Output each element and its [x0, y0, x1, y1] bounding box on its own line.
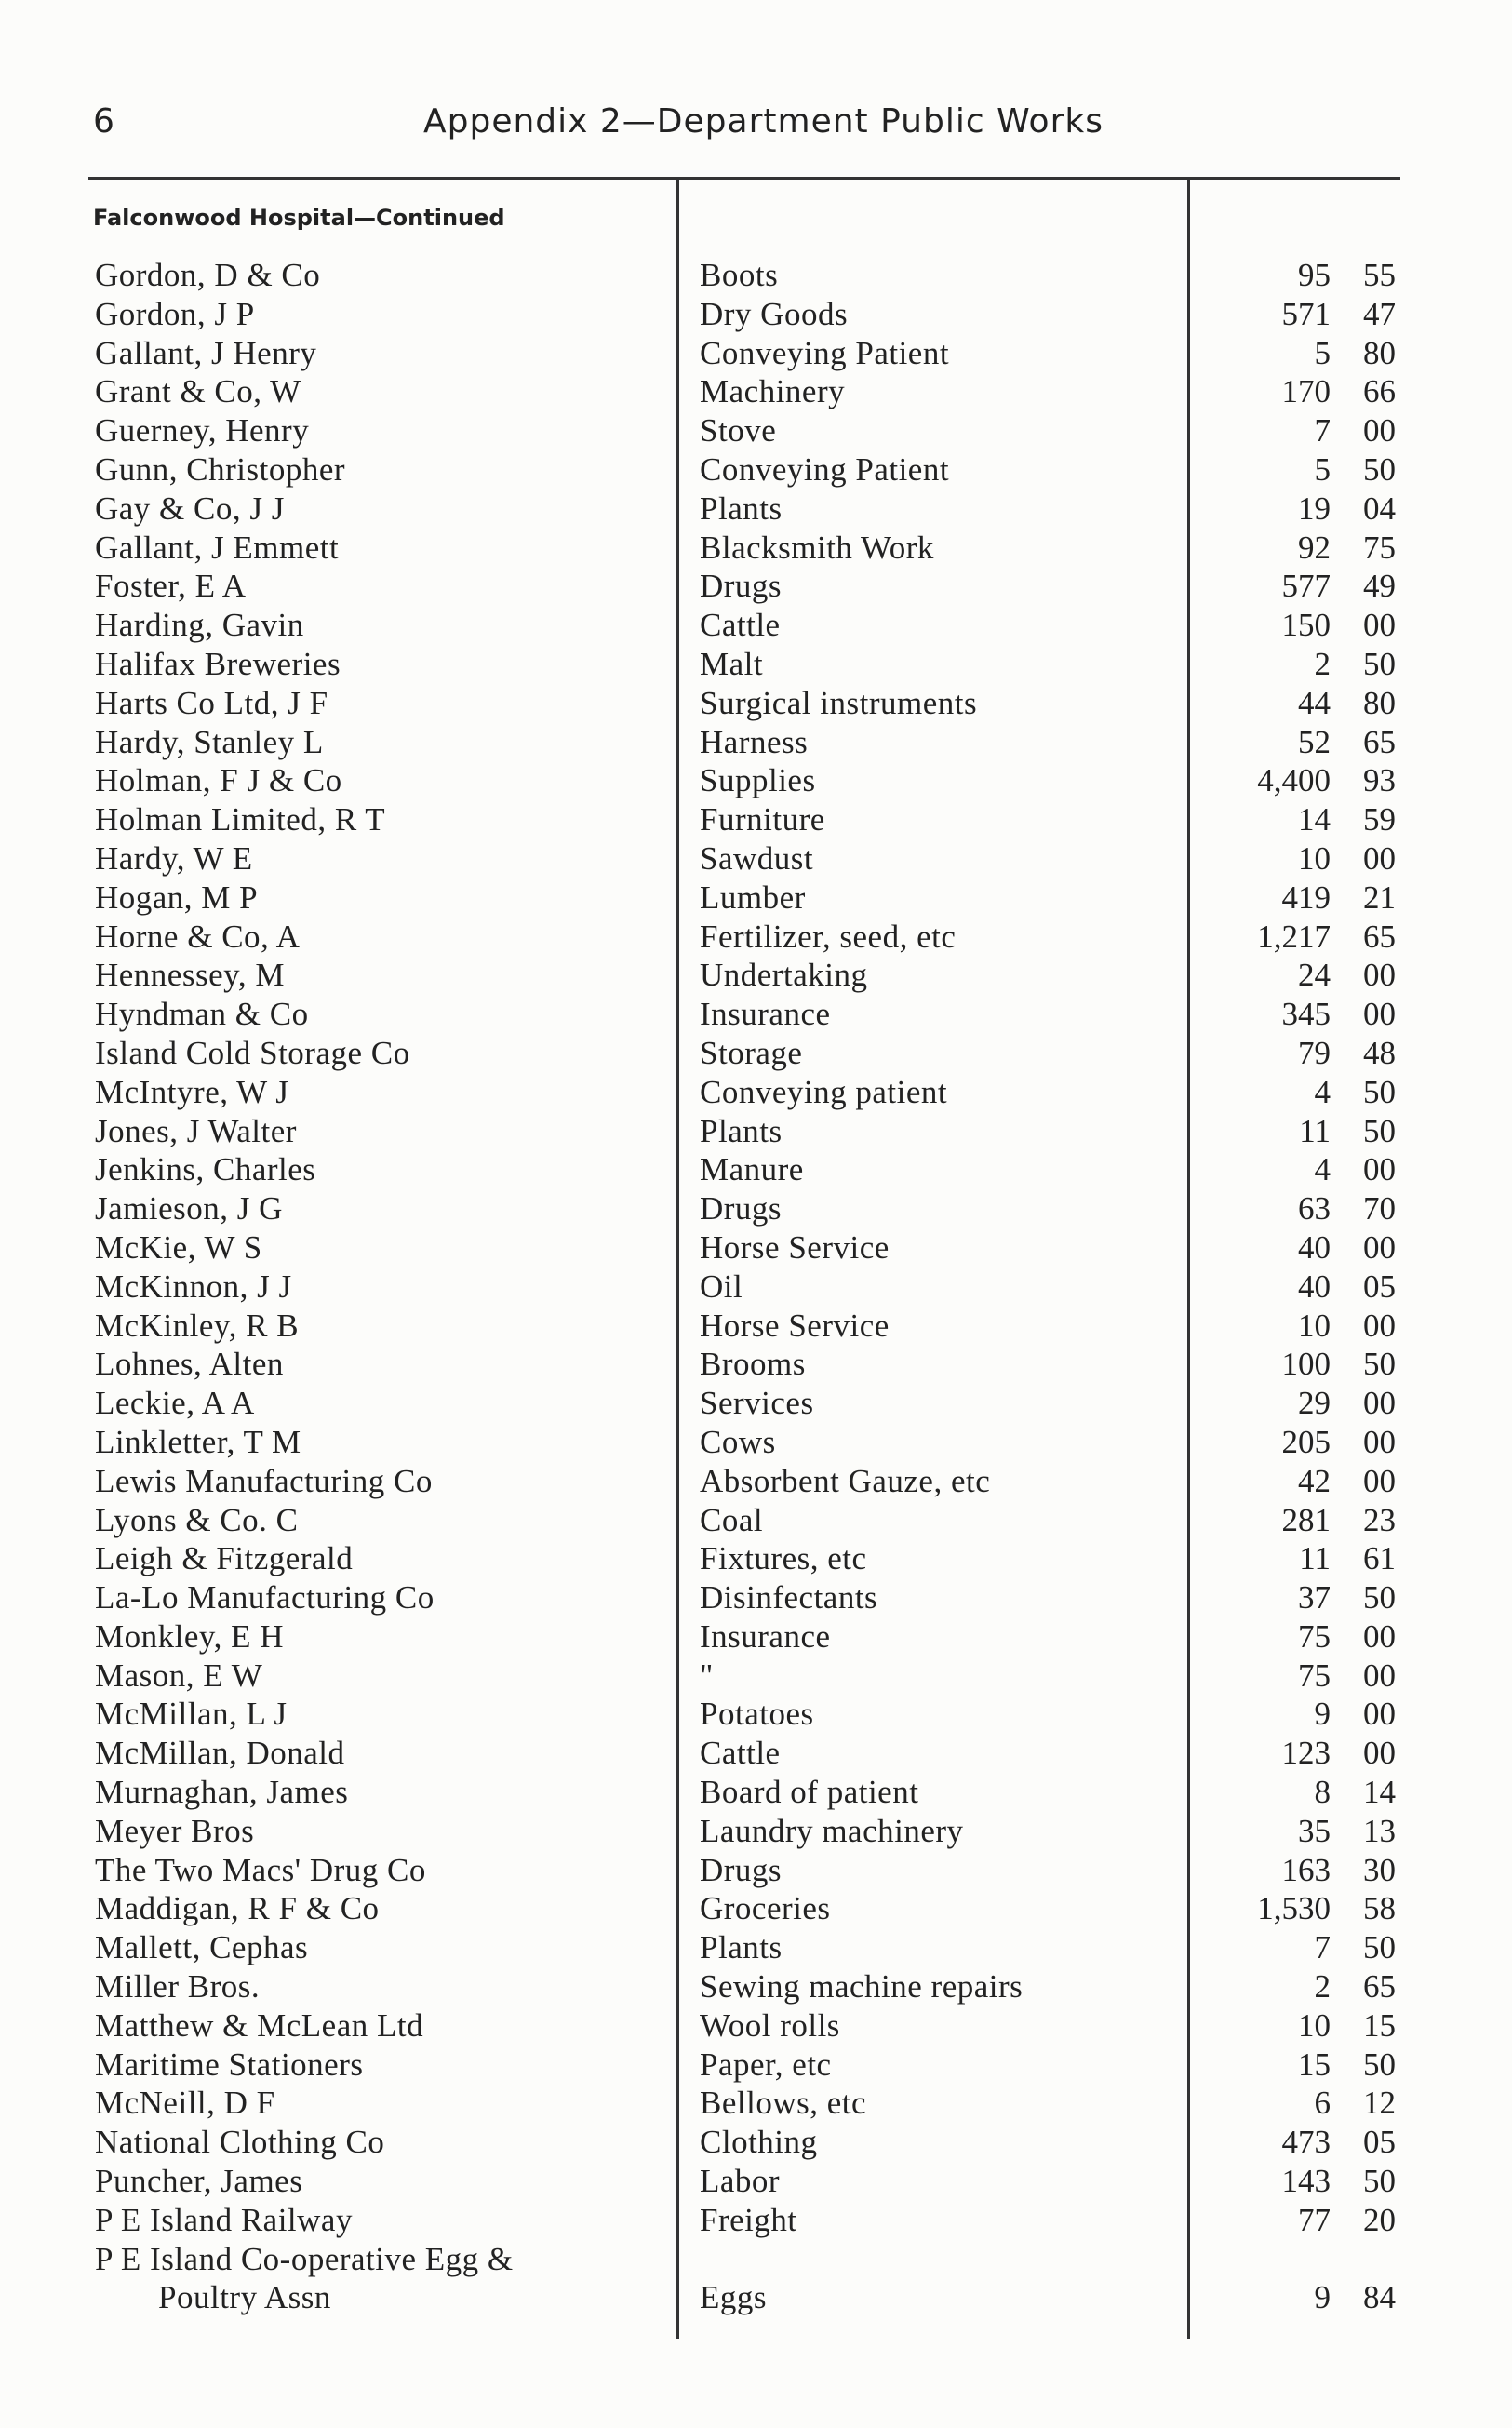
table-row [0, 1308, 1512, 1347]
amount-dollars: 577 [1281, 568, 1331, 605]
table-row [0, 2046, 1512, 2086]
item-description: Conveying Patient [700, 334, 950, 371]
amount-cents: 50 [1363, 1073, 1396, 1110]
item-description: Plants [700, 490, 783, 527]
amount-dollars: 35 [1298, 1812, 1331, 1849]
table-row [0, 1502, 1512, 1541]
amount-dollars: 2 [1314, 645, 1331, 682]
table-row [0, 1929, 1512, 1968]
amount-cents: 00 [1363, 957, 1396, 994]
item-description: Furniture [700, 801, 825, 838]
amount-cents: 00 [1363, 1228, 1396, 1266]
amount-dollars: 19 [1298, 490, 1331, 527]
amount-dollars: 345 [1281, 996, 1331, 1033]
payee-name: Mallett, Cephas [95, 1929, 309, 1966]
item-description: Dry Goods [700, 295, 849, 332]
payee-name: Lohnes, Alten [95, 1346, 284, 1383]
item-description: Lumber [700, 879, 806, 916]
amount-cents: 66 [1363, 373, 1396, 410]
amount-dollars: 419 [1281, 879, 1331, 916]
amount-cents: 00 [1363, 607, 1396, 644]
table-row [0, 1813, 1512, 1852]
amount-cents: 00 [1363, 1307, 1396, 1344]
amount-dollars: 75 [1298, 1657, 1331, 1694]
header-rule [88, 177, 1400, 180]
amount-dollars: 6 [1314, 2085, 1331, 2122]
payee-name: McKinnon, J J [95, 1268, 292, 1305]
table-row [0, 957, 1512, 996]
table-row [0, 2163, 1512, 2202]
payee-name: Harding, Gavin [95, 607, 304, 644]
amount-dollars: 5 [1314, 450, 1331, 488]
payee-name: P E Island Railway [95, 2201, 353, 2238]
amount-cents: 00 [1363, 412, 1396, 449]
amount-cents: 55 [1363, 257, 1396, 293]
amount-dollars: 170 [1281, 373, 1331, 410]
table-row [0, 646, 1512, 685]
table-row [0, 1424, 1512, 1463]
payee-name: Hyndman & Co [95, 996, 309, 1033]
table-row [0, 1657, 1512, 1697]
amount-cents: 80 [1363, 334, 1396, 371]
table-row [0, 996, 1512, 1035]
payee-name: Halifax Breweries [95, 645, 341, 682]
table-row [0, 840, 1512, 879]
item-description: Conveying patient [700, 1073, 948, 1110]
payee-name: Jamieson, J G [95, 1190, 283, 1227]
table-row [0, 1074, 1512, 1113]
payee-name: Foster, E A [95, 568, 247, 605]
amount-cents: 50 [1363, 1346, 1396, 1383]
payee-name: Gordon, J P [95, 295, 255, 332]
amount-cents: 65 [1363, 723, 1396, 760]
table-row [0, 1346, 1512, 1385]
table-row [0, 1735, 1512, 1774]
payee-name: The Two Macs' Drug Co [95, 1851, 426, 1888]
amount-dollars: 42 [1298, 1462, 1331, 1499]
item-description: Machinery [700, 373, 846, 410]
payee-name: Jones, J Walter [95, 1112, 297, 1149]
item-description: Groceries [700, 1890, 831, 1927]
amount-cents: 48 [1363, 1034, 1396, 1071]
amount-cents: 20 [1363, 2201, 1396, 2238]
payee-name: McMillan, Donald [95, 1735, 345, 1772]
payee-name: Leigh & Fitzgerald [95, 1540, 354, 1577]
item-description: Sawdust [700, 839, 814, 877]
page-title: Appendix 2—Department Public Works [423, 102, 1104, 141]
item-description: Absorbent Gauze, etc [700, 1462, 991, 1499]
table-row [0, 1696, 1512, 1735]
table-row [0, 1463, 1512, 1502]
item-description: Insurance [700, 996, 831, 1033]
payee-name: Maritime Stationers [95, 2046, 364, 2083]
amount-dollars: 7 [1314, 1929, 1331, 1966]
amount-cents: 00 [1363, 1462, 1396, 1499]
payee-name: McNeill, D F [95, 2085, 275, 2122]
table-row [0, 1035, 1512, 1074]
amount-dollars: 163 [1281, 1851, 1331, 1888]
item-description: Services [700, 1385, 814, 1422]
page-number: 6 [93, 102, 114, 141]
amount-dollars: 1,217 [1257, 918, 1331, 955]
amount-cents: 05 [1363, 1268, 1396, 1305]
amount-dollars: 571 [1281, 295, 1331, 332]
section-title: Falconwood Hospital—Continued [93, 205, 505, 231]
item-description: Fertilizer, seed, etc [700, 918, 957, 955]
table-row [0, 490, 1512, 530]
table-row [0, 568, 1512, 607]
table-row [0, 2007, 1512, 2046]
payee-name: Guerney, Henry [95, 412, 310, 449]
payee-name: Poultry Assn [158, 2279, 331, 2316]
payee-name: McMillan, L J [95, 1696, 288, 1733]
amount-dollars: 7 [1314, 412, 1331, 449]
amount-cents: 23 [1363, 1501, 1396, 1538]
item-description: Manure [700, 1151, 804, 1188]
amount-cents: 47 [1363, 295, 1396, 332]
item-description: Storage [700, 1034, 803, 1071]
item-description: Harness [700, 723, 809, 760]
amount-cents: 50 [1363, 1112, 1396, 1149]
table-row [0, 801, 1512, 840]
item-description: Horse Service [700, 1228, 890, 1266]
payee-name: P E Island Co-operative Egg & [95, 2240, 514, 2277]
amount-dollars: 92 [1298, 529, 1331, 566]
payee-name: Gordon, D & Co [95, 257, 321, 293]
item-description: Paper, etc [700, 2046, 832, 2083]
item-description: Blacksmith Work [700, 529, 934, 566]
payee-name: Island Cold Storage Co [95, 1034, 410, 1071]
payee-name: Mason, E W [95, 1657, 263, 1694]
amount-cents: 93 [1363, 762, 1396, 799]
amount-dollars: 150 [1281, 607, 1331, 644]
amount-cents: 05 [1363, 2124, 1396, 2161]
payee-name: Lewis Manufacturing Co [95, 1462, 433, 1499]
item-description: Insurance [700, 1617, 831, 1655]
table-row [0, 1151, 1512, 1190]
payee-name: La-Lo Manufacturing Co [95, 1579, 435, 1616]
payee-name: Murnaghan, James [95, 1774, 349, 1811]
payee-name: Monkley, E H [95, 1617, 285, 1655]
amount-cents: 00 [1363, 1735, 1396, 1772]
amount-cents: 65 [1363, 1968, 1396, 2005]
amount-cents: 00 [1363, 1657, 1396, 1694]
payee-name: Holman, F J & Co [95, 762, 342, 799]
item-description: Sewing machine repairs [700, 1968, 1024, 2005]
amount-dollars: 8 [1314, 1774, 1331, 1811]
payee-name: Linkletter, T M [95, 1423, 301, 1460]
payee-name: Harts Co Ltd, J F [95, 684, 328, 721]
item-description: Clothing [700, 2124, 818, 2161]
amount-cents: 14 [1363, 1774, 1396, 1811]
amount-dollars: 15 [1298, 2046, 1331, 2083]
amount-cents: 50 [1363, 1579, 1396, 1616]
table-row [0, 607, 1512, 646]
table-row [0, 879, 1512, 919]
amount-dollars: 4 [1314, 1073, 1331, 1110]
amount-dollars: 75 [1298, 1617, 1331, 1655]
item-description: Plants [700, 1112, 783, 1149]
amount-dollars: 1,530 [1257, 1890, 1331, 1927]
amount-cents: 50 [1363, 2046, 1396, 2083]
table-row [0, 1618, 1512, 1657]
item-description: Wool rolls [700, 2006, 840, 2044]
table-row [0, 1774, 1512, 1813]
amount-cents: 58 [1363, 1890, 1396, 1927]
item-description: Potatoes [700, 1696, 814, 1733]
payee-name: National Clothing Co [95, 2124, 385, 2161]
amount-dollars: 44 [1298, 684, 1331, 721]
item-description: Undertaking [700, 957, 868, 994]
table-row [0, 724, 1512, 763]
table-row [0, 1268, 1512, 1308]
item-description: Board of patient [700, 1774, 919, 1811]
amount-cents: 80 [1363, 684, 1396, 721]
amount-dollars: 5 [1314, 334, 1331, 371]
item-description: Coal [700, 1501, 764, 1538]
ledger-table [0, 257, 1512, 2318]
amount-cents: 50 [1363, 645, 1396, 682]
payee-name: Jenkins, Charles [95, 1151, 316, 1188]
amount-dollars: 52 [1298, 723, 1331, 760]
table-row [0, 373, 1512, 412]
amount-cents: 15 [1363, 2006, 1396, 2044]
item-description: Oil [700, 1268, 743, 1305]
payee-name: Miller Bros. [95, 1968, 261, 2005]
amount-dollars: 100 [1281, 1346, 1331, 1383]
item-description: Stove [700, 412, 777, 449]
payee-name: Holman Limited, R T [95, 801, 386, 838]
item-description: Cattle [700, 1735, 781, 1772]
amount-dollars: 14 [1298, 801, 1331, 838]
item-description: Laundry machinery [700, 1812, 964, 1849]
amount-dollars: 40 [1298, 1268, 1331, 1305]
item-description: Conveying Patient [700, 450, 950, 488]
payee-name: Gay & Co, J J [95, 490, 285, 527]
table-row [0, 1890, 1512, 1929]
amount-dollars: 29 [1298, 1385, 1331, 1422]
table-row [0, 1852, 1512, 1891]
payee-name: Hardy, Stanley L [95, 723, 324, 760]
amount-cents: 00 [1363, 1423, 1396, 1460]
item-description: Boots [700, 257, 779, 293]
amount-cents: 00 [1363, 1617, 1396, 1655]
payee-name: Horne & Co, A [95, 918, 301, 955]
payee-name: Hogan, M P [95, 879, 259, 916]
item-description: Horse Service [700, 1307, 890, 1344]
table-row [0, 1190, 1512, 1229]
amount-dollars: 9 [1314, 1696, 1331, 1733]
item-description: Freight [700, 2201, 797, 2238]
table-row [0, 257, 1512, 296]
item-description: Disinfectants [700, 1579, 878, 1616]
item-description: Fixtures, etc [700, 1540, 867, 1577]
page-header [0, 102, 1512, 158]
item-description: Brooms [700, 1346, 806, 1383]
amount-dollars: 79 [1298, 1034, 1331, 1071]
amount-cents: 12 [1363, 2085, 1396, 2122]
table-row [0, 335, 1512, 374]
item-description: Supplies [700, 762, 816, 799]
item-description: Drugs [700, 568, 783, 605]
amount-cents: 00 [1363, 1385, 1396, 1422]
amount-cents: 49 [1363, 568, 1396, 605]
amount-dollars: 4 [1314, 1151, 1331, 1188]
payee-name: McKinley, R B [95, 1307, 300, 1344]
payee-name: Meyer Bros [95, 1812, 255, 1849]
amount-dollars: 281 [1281, 1501, 1331, 1538]
table-row [0, 919, 1512, 958]
amount-dollars: 9 [1314, 2279, 1331, 2316]
table-row [0, 1229, 1512, 1268]
amount-dollars: 10 [1298, 839, 1331, 877]
table-row [0, 2241, 1512, 2280]
item-description: Plants [700, 1929, 783, 1966]
item-description: Cows [700, 1423, 776, 1460]
item-description: Malt [700, 645, 764, 682]
payee-name: Puncher, James [95, 2163, 303, 2200]
item-description: Cattle [700, 607, 781, 644]
item-description: Labor [700, 2163, 781, 2200]
table-row [0, 1579, 1512, 1618]
amount-cents: 50 [1363, 2163, 1396, 2200]
amount-dollars: 10 [1298, 2006, 1331, 2044]
payee-name: Leckie, A A [95, 1385, 255, 1422]
table-row [0, 1968, 1512, 2007]
amount-dollars: 2 [1314, 1968, 1331, 2005]
item-description: Eggs [700, 2279, 767, 2316]
amount-cents: 61 [1363, 1540, 1396, 1577]
payee-name: Gallant, J Emmett [95, 529, 340, 566]
table-row [0, 412, 1512, 451]
amount-dollars: 4,400 [1257, 762, 1331, 799]
amount-cents: 75 [1363, 529, 1396, 566]
amount-dollars: 95 [1298, 257, 1331, 293]
payee-name: McKie, W S [95, 1228, 262, 1266]
amount-dollars: 37 [1298, 1579, 1331, 1616]
item-description: Drugs [700, 1190, 783, 1227]
amount-cents: 00 [1363, 996, 1396, 1033]
amount-dollars: 143 [1281, 2163, 1331, 2200]
amount-dollars: 77 [1298, 2201, 1331, 2238]
payee-name: Hardy, W E [95, 839, 253, 877]
payee-name: McIntyre, W J [95, 1073, 289, 1110]
table-row [0, 1113, 1512, 1152]
amount-dollars: 63 [1298, 1190, 1331, 1227]
item-description: Bellows, etc [700, 2085, 867, 2122]
payee-name: Maddigan, R F & Co [95, 1890, 380, 1927]
amount-cents: 70 [1363, 1190, 1396, 1227]
amount-dollars: 473 [1281, 2124, 1331, 2161]
amount-cents: 50 [1363, 1929, 1396, 1966]
payee-name: Gallant, J Henry [95, 334, 317, 371]
table-row [0, 685, 1512, 724]
amount-cents: 21 [1363, 879, 1396, 916]
amount-dollars: 11 [1299, 1112, 1331, 1149]
item-description: Surgical instruments [700, 684, 978, 721]
table-row [0, 530, 1512, 569]
table-row [0, 2202, 1512, 2241]
amount-cents: 84 [1363, 2279, 1396, 2316]
amount-cents: 00 [1363, 1696, 1396, 1733]
table-row [0, 1385, 1512, 1424]
amount-cents: 59 [1363, 801, 1396, 838]
table-row [0, 1540, 1512, 1579]
payee-name: Grant & Co, W [95, 373, 301, 410]
table-row [0, 2085, 1512, 2124]
table-row [0, 451, 1512, 490]
amount-dollars: 205 [1281, 1423, 1331, 1460]
amount-cents: 50 [1363, 450, 1396, 488]
amount-dollars: 40 [1298, 1228, 1331, 1266]
amount-dollars: 24 [1298, 957, 1331, 994]
table-row [0, 762, 1512, 801]
table-row [0, 2279, 1512, 2318]
item-description: Drugs [700, 1851, 783, 1888]
item-description: " [700, 1657, 714, 1694]
amount-cents: 65 [1363, 918, 1396, 955]
amount-cents: 30 [1363, 1851, 1396, 1888]
amount-cents: 00 [1363, 839, 1396, 877]
amount-cents: 04 [1363, 490, 1396, 527]
payee-name: Matthew & McLean Ltd [95, 2006, 424, 2044]
amount-dollars: 11 [1299, 1540, 1331, 1577]
amount-dollars: 123 [1281, 1735, 1331, 1772]
table-row [0, 296, 1512, 335]
payee-name: Gunn, Christopher [95, 450, 346, 488]
payee-name: Lyons & Co. C [95, 1501, 299, 1538]
amount-dollars: 10 [1298, 1307, 1331, 1344]
amount-cents: 13 [1363, 1812, 1396, 1849]
amount-cents: 00 [1363, 1151, 1396, 1188]
payee-name: Hennessey, M [95, 957, 285, 994]
table-row [0, 2124, 1512, 2163]
